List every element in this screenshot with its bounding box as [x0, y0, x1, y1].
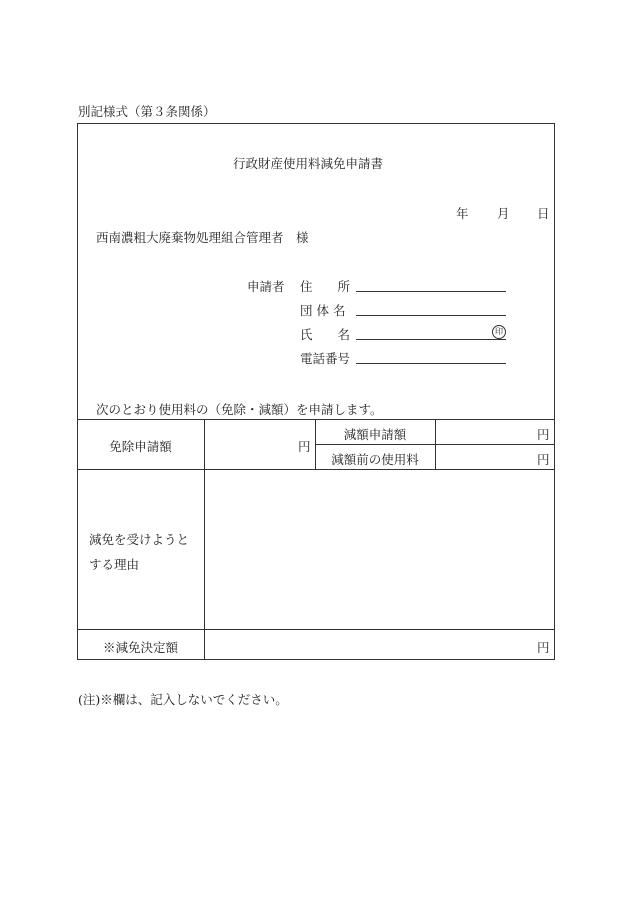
- reduction-amount-yen: 円: [537, 427, 550, 442]
- exemption-amount-label: 免除申請額: [109, 439, 172, 454]
- form-reference: 別記様式（第３条関係）: [78, 104, 216, 119]
- address-label: 住 所: [300, 279, 351, 294]
- phone-label: 電話番号: [300, 351, 351, 366]
- date-year-label: 年: [456, 206, 469, 221]
- phone-field[interactable]: [356, 363, 506, 364]
- fee-before-field[interactable]: [436, 445, 532, 468]
- applicant-label: 申請者: [247, 279, 285, 294]
- exemption-amount-field[interactable]: [205, 420, 293, 468]
- decision-amount-yen: 円: [537, 640, 550, 655]
- reason-label-line2: する理由: [89, 557, 140, 572]
- name-label: 氏 名: [300, 327, 351, 342]
- decision-amount-label: ※減免決定額: [102, 640, 178, 655]
- organization-field[interactable]: [356, 315, 506, 316]
- reason-label-line1: 減免を受けようと: [89, 532, 190, 547]
- application-statement: 次のとおり使用料の（免除・減額）を申請します。: [96, 402, 383, 417]
- decision-amount-field[interactable]: [205, 630, 532, 659]
- exemption-amount-yen: 円: [298, 439, 311, 454]
- reduction-amount-label: 減額申請額: [343, 427, 407, 442]
- reason-field[interactable]: [205, 470, 554, 628]
- fee-before-label: 減額前の使用料: [331, 452, 419, 467]
- footer-note: (注)※欄は、記入しないでください。: [78, 692, 288, 707]
- date-day-label: 日: [537, 206, 550, 221]
- addressee: 西南濃粗大廃棄物処理組合管理者 様: [96, 230, 309, 245]
- organization-label: 団 体 名: [300, 303, 346, 318]
- name-field[interactable]: [356, 339, 506, 340]
- address-field[interactable]: [356, 291, 506, 292]
- fee-before-yen: 円: [537, 452, 550, 467]
- seal-mark: 印: [492, 325, 506, 339]
- date-month-label: 月: [497, 206, 510, 221]
- form-title: 行政財産使用料減免申請書: [233, 156, 384, 171]
- reduction-amount-field[interactable]: [436, 420, 532, 443]
